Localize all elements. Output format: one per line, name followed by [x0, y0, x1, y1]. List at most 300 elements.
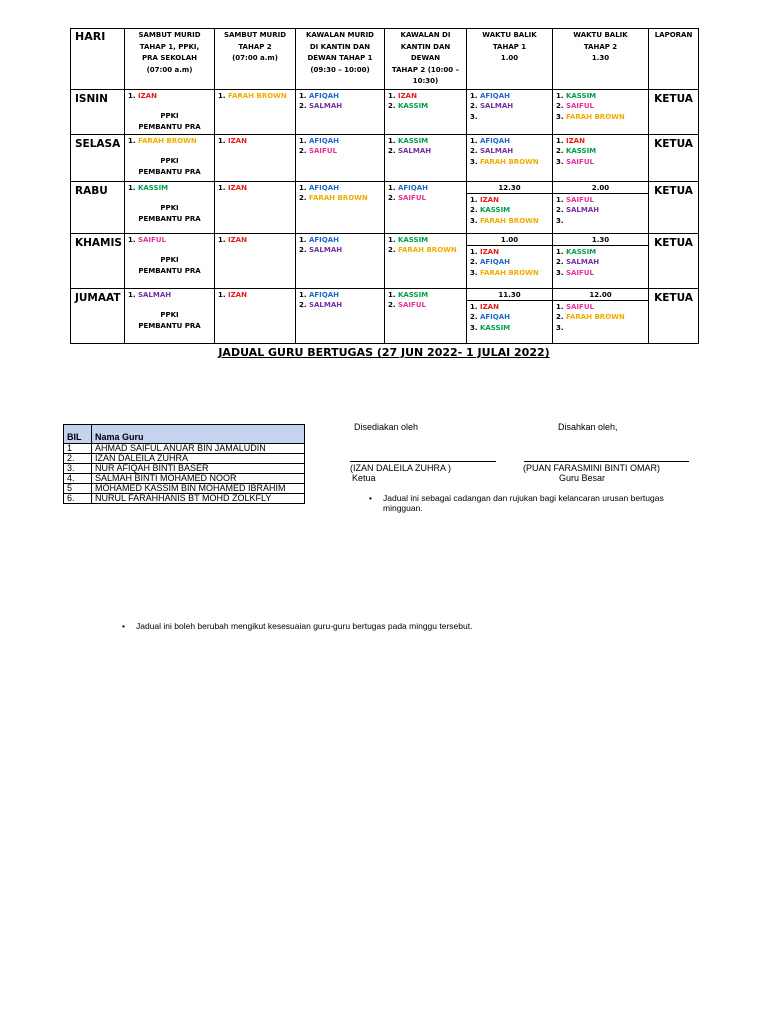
header-hari: HARI: [71, 29, 125, 90]
duty-entry: [556, 323, 645, 334]
duty-entry: [470, 302, 549, 313]
bullet-icon: •: [369, 493, 372, 503]
day-label: SELASA: [71, 134, 125, 181]
teacher-name: SAIFUL: [397, 301, 426, 309]
dismissal-time: 11.30: [467, 290, 552, 301]
header-line: (09:30 – 10:00): [310, 65, 370, 74]
teacher-name: KASSIM: [565, 147, 597, 155]
entry-number: 1.: [299, 136, 307, 145]
cell-kawalan-tahap2: [385, 181, 467, 233]
cell-balik-tahap2: [553, 233, 649, 288]
entry-number: 2.: [556, 313, 564, 321]
ppki-label: PPKI: [160, 311, 179, 319]
teacher-bil: 1: [64, 444, 92, 454]
entry-number: 2.: [388, 301, 396, 309]
teacher-name: KASSIM: [565, 91, 597, 100]
duty-entry: [299, 91, 381, 102]
entry-number: 1.: [128, 183, 136, 192]
teacher-name: AFIQAH: [479, 136, 510, 145]
duty-entry: [556, 205, 645, 216]
entry-number: 3.: [470, 112, 478, 121]
teacher-name: SALMAH: [308, 301, 343, 309]
entry-number: 1.: [218, 91, 226, 100]
header-line: (07:00 a.m): [232, 54, 278, 62]
duty-entry: [218, 290, 292, 301]
entry-number: 1.: [128, 290, 136, 299]
header-balik-tahap1: [467, 29, 553, 90]
teacher-list-header: [64, 425, 305, 444]
teacher-name: AFIQAH: [479, 258, 510, 266]
cell-balik-tahap1: [467, 134, 553, 181]
duty-entry: [388, 136, 463, 147]
day-label: ISNIN: [71, 89, 125, 134]
header-sambut-tahap2: [215, 29, 296, 90]
duty-entry: [299, 146, 381, 157]
teacher-list-table: [63, 424, 305, 504]
teacher-name: SALMAH: [308, 102, 343, 110]
entry-number: 1.: [299, 91, 307, 100]
duty-entry: [556, 146, 645, 157]
teacher-name: SALMAH: [308, 246, 343, 254]
laporan-cell: KETUA: [649, 233, 699, 288]
entry-number: 3.: [470, 323, 478, 332]
header-line: 1.00: [500, 54, 519, 62]
header-line: KANTIN DAN: [400, 42, 451, 51]
entry-number: 1.: [470, 302, 478, 311]
duty-entry: [299, 193, 381, 204]
ppki-label: PPKI: [160, 157, 179, 165]
ppki-label: PPKI: [160, 256, 179, 264]
approved-by-label: Disahkan oleh,: [558, 422, 618, 432]
entry-number: 3.: [470, 157, 478, 166]
duty-entry: [218, 91, 292, 102]
duty-entry: [556, 257, 645, 268]
duty-entry: [556, 302, 645, 313]
cell-kawalan-tahap1: [296, 288, 385, 343]
ppki-note: [128, 111, 211, 132]
teacher-name: IZAN: [227, 183, 247, 192]
ppki-label: PPKI: [160, 112, 179, 120]
duty-entry: [556, 312, 645, 323]
teacher-list-body: [64, 444, 305, 504]
duty-entry: [299, 290, 381, 301]
pembantu-pra-label: PEMBANTU PRA: [138, 122, 201, 131]
day-label: JUMAAT: [71, 288, 125, 343]
teacher-name: AFIQAH: [308, 290, 339, 299]
header-sambut-tahap1: [125, 29, 215, 90]
duty-entry: [470, 101, 549, 112]
entry-number: 1.: [218, 235, 226, 244]
entry-number: 1.: [556, 136, 564, 145]
schedule-row-jumaat: [71, 288, 699, 343]
duty-entry: [128, 183, 211, 194]
teacher-name: SAIFUL: [565, 157, 594, 166]
teacher-name: KASSIM: [565, 247, 597, 256]
teacher-name: IZAN: [227, 136, 247, 145]
schedule-row-rabu: [71, 181, 699, 233]
header-line: SAMBUT MURID: [223, 31, 287, 39]
entry-number: 1.: [299, 290, 307, 299]
entry-number: 2.: [388, 147, 396, 155]
table-row: [64, 444, 305, 454]
teacher-name: SALMAH: [397, 147, 432, 155]
teacher-name: AFIQAH: [308, 183, 339, 192]
entry-number: 2.: [556, 206, 564, 214]
duty-entry: [470, 195, 549, 206]
teacher-name: SALMAH: [137, 290, 172, 299]
cell-balik-tahap2: [553, 288, 649, 343]
header-line: TAHAP 1: [492, 42, 527, 51]
cell-sambut-tahap2: [215, 134, 296, 181]
approved-by-name: (PUAN FARASMINI BINTI OMAR): [523, 463, 661, 473]
cell-balik-tahap2: [553, 134, 649, 181]
entry-number: 1.: [128, 91, 136, 100]
ppki-note: [128, 255, 211, 276]
cell-sambut-tahap2: [215, 181, 296, 233]
day-label: KHAMIS: [71, 233, 125, 288]
header-line: TAHAP 2: [238, 42, 272, 51]
entry-number: 3.: [556, 112, 564, 121]
teacher-name: SAIFUL: [397, 194, 426, 202]
cell-sambut-tahap1: [125, 89, 215, 134]
dismissal-time: 12.00: [553, 290, 648, 301]
teacher-name: FARAH BROWN: [479, 157, 539, 166]
teacher-bil: 2.: [64, 454, 92, 464]
teacher-name: SAIFUL: [137, 235, 166, 244]
entry-number: 1.: [218, 290, 226, 299]
approved-signature-line: [524, 461, 689, 462]
duty-entry: [388, 300, 463, 311]
cell-sambut-tahap1: [125, 134, 215, 181]
teacher-name: IZAN: [479, 302, 499, 311]
teacher-bil: 4.: [64, 474, 92, 484]
teacher-name: FARAH BROWN: [397, 246, 457, 254]
teacher-full-name: SALMAH BINTI MOHAMED NOOR: [92, 474, 305, 484]
cell-kawalan-tahap2: [385, 89, 467, 134]
teacher-name: FARAH BROWN: [308, 194, 368, 202]
table-row: [64, 484, 305, 494]
teacher-name: FARAH BROWN: [565, 313, 625, 321]
schedule-row-khamis: [71, 233, 699, 288]
duty-entry: [556, 91, 645, 102]
entry-number: 1.: [388, 235, 396, 244]
duty-entry: [470, 136, 549, 147]
duty-schedule-table: [70, 28, 699, 344]
duty-entry: [556, 157, 645, 168]
entry-number: 2.: [299, 301, 307, 309]
teacher-full-name: MOHAMED KASSIM BIN MOHAMED IBRAHIM: [92, 484, 305, 494]
teacher-name: SAIFUL: [565, 102, 594, 110]
duty-entry: [388, 91, 463, 102]
teacher-name: KASSIM: [397, 290, 429, 299]
entry-number: 2.: [556, 258, 564, 266]
header-line: SAMBUT MURID: [138, 31, 201, 39]
entry-number: 1.: [470, 195, 478, 204]
duty-entry: [470, 268, 549, 279]
cell-sambut-tahap1: [125, 181, 215, 233]
duty-entry: [470, 91, 549, 102]
teacher-name: FARAH BROWN: [137, 136, 197, 145]
entry-number: 2.: [470, 147, 478, 155]
teacher-full-name: IZAN DALEILA ZUHRA: [92, 454, 305, 464]
note-berubah-text: Jadual ini boleh berubah mengikut kesesuaian guru-guru bertugas pada minggu tersebut.: [136, 621, 473, 631]
duty-entry: [556, 216, 645, 227]
teacher-full-name: NURUL FARAHHANIS BT MOHD ZOLKFLY: [92, 494, 305, 504]
teacher-name: KASSIM: [479, 323, 511, 332]
laporan-cell: KETUA: [649, 181, 699, 233]
table-row: [64, 464, 305, 474]
teacher-name: IZAN: [397, 91, 417, 100]
note-cadangan: [369, 493, 689, 513]
header-line: WAKTU BALIK: [573, 31, 628, 39]
entry-number: 2.: [388, 194, 396, 202]
teacher-name: FARAH BROWN: [479, 216, 539, 225]
pembantu-pra-label: PEMBANTU PRA: [138, 266, 201, 275]
teacher-name: IZAN: [137, 91, 157, 100]
entry-number: 1.: [556, 195, 564, 204]
note-berubah: [122, 621, 522, 631]
entry-number: 1.: [388, 136, 396, 145]
teacher-name: AFIQAH: [308, 136, 339, 145]
header-nama-guru: Nama Guru: [92, 425, 305, 444]
header-kawalan-tahap2: [385, 29, 467, 90]
header-line: TAHAP 2: [583, 42, 618, 51]
duty-entry: [470, 112, 549, 123]
cell-balik-tahap2: [553, 181, 649, 233]
teacher-name: SALMAH: [479, 147, 514, 155]
header-line: DEWAN TAHAP 1: [307, 54, 373, 62]
bullet-icon: •: [122, 621, 125, 631]
pembantu-pra-label: PEMBANTU PRA: [138, 321, 201, 330]
cell-kawalan-tahap2: [385, 233, 467, 288]
duty-entry: [388, 183, 463, 194]
duty-entry: [556, 112, 645, 123]
teacher-name: AFIQAH: [308, 235, 339, 244]
duty-entry: [388, 245, 463, 256]
dismissal-time: 1.30: [553, 235, 648, 246]
laporan-cell: KETUA: [649, 89, 699, 134]
teacher-name: SALMAH: [565, 206, 600, 214]
entry-number: 1.: [299, 235, 307, 244]
duty-entry: [218, 136, 292, 147]
cell-balik-tahap1: [467, 288, 553, 343]
header-line: PRA SEKOLAH: [142, 54, 197, 62]
laporan-cell: KETUA: [649, 288, 699, 343]
duty-entry: [470, 312, 549, 323]
teacher-name: IZAN: [479, 247, 499, 256]
cell-kawalan-tahap2: [385, 288, 467, 343]
entry-number: 2.: [470, 102, 478, 110]
entry-number: 3.: [556, 323, 564, 332]
entry-number: 2.: [470, 258, 478, 266]
cell-balik-tahap1: [467, 233, 553, 288]
teacher-name: FARAH BROWN: [565, 112, 625, 121]
duty-entry: [556, 136, 645, 147]
entry-number: 2.: [299, 246, 307, 254]
cell-sambut-tahap2: [215, 89, 296, 134]
header-line: DI KANTIN DAN: [309, 42, 371, 51]
teacher-name: SAIFUL: [565, 302, 594, 311]
prepared-signature-line: [350, 461, 496, 462]
entry-number: 2.: [299, 194, 307, 202]
teacher-name: SAIFUL: [565, 195, 594, 204]
duty-entry: [556, 195, 645, 206]
duty-entry: [556, 268, 645, 279]
entry-number: 2.: [470, 206, 478, 214]
duty-entry: [128, 235, 211, 246]
header-line: DEWAN: [410, 54, 441, 62]
table-row: [64, 454, 305, 464]
duty-entry: [470, 257, 549, 268]
header-line: TAHAP 2 (10:00 –: [391, 65, 460, 74]
duty-entry: [470, 247, 549, 258]
header-laporan: LAPORAN: [649, 29, 699, 90]
cell-balik-tahap2: [553, 89, 649, 134]
teacher-bil: 6.: [64, 494, 92, 504]
entry-number: 3.: [470, 268, 478, 277]
entry-number: 3.: [556, 216, 564, 225]
pembantu-pra-label: PEMBANTU PRA: [138, 214, 201, 223]
teacher-name: SALMAH: [565, 258, 600, 266]
teacher-name: IZAN: [479, 195, 499, 204]
teacher-bil: 5: [64, 484, 92, 494]
day-label: RABU: [71, 181, 125, 233]
teacher-full-name: AHMAD SAIFUL ANUAR BIN JAMALUDIN: [92, 444, 305, 454]
teacher-bil: 3.: [64, 464, 92, 474]
entry-number: 2.: [299, 102, 307, 110]
duty-entry: [218, 183, 292, 194]
teacher-name: AFIQAH: [479, 91, 510, 100]
entry-number: 1.: [388, 290, 396, 299]
header-line: 10:30): [412, 77, 439, 85]
cell-balik-tahap1: [467, 89, 553, 134]
cell-kawalan-tahap2: [385, 134, 467, 181]
entry-number: 1.: [299, 183, 307, 192]
duty-entry: [388, 290, 463, 301]
teacher-name: KASSIM: [479, 206, 511, 214]
entry-number: 1.: [470, 247, 478, 256]
duty-entry: [556, 101, 645, 112]
teacher-name: AFIQAH: [308, 91, 339, 100]
duty-entry: [470, 216, 549, 227]
prepared-by-role: Ketua: [352, 473, 376, 483]
duty-entry: [388, 235, 463, 246]
duty-entry: [128, 290, 211, 301]
dismissal-time: 12.30: [467, 183, 552, 194]
teacher-name: IZAN: [565, 136, 585, 145]
schedule-body: [71, 89, 699, 343]
entry-number: 1.: [556, 302, 564, 311]
approved-by-role: Guru Besar: [559, 473, 606, 483]
teacher-name: KASSIM: [397, 235, 429, 244]
duty-entry: [470, 157, 549, 168]
dismissal-time: 2.00: [553, 183, 648, 194]
teacher-name: IZAN: [227, 235, 247, 244]
duty-entry: [218, 235, 292, 246]
ppki-note: [128, 310, 211, 331]
entry-number: 1.: [218, 136, 226, 145]
header-line: TAHAP 1, PPKI,: [139, 42, 200, 51]
prepared-by-label: Disediakan oleh: [354, 422, 419, 432]
duty-entry: [299, 235, 381, 246]
teacher-name: IZAN: [227, 290, 247, 299]
ppki-note: [128, 156, 211, 177]
prepared-by-name: (IZAN DALEILA ZUHRA ): [350, 463, 452, 473]
duty-entry: [388, 101, 463, 112]
duty-entry: [128, 136, 211, 147]
duty-entry: [299, 101, 381, 112]
note-cadangan-text: Jadual ini sebagai cadangan dan rujukan bagi kelancaran urusan bertugas mingguan.: [383, 493, 664, 513]
teacher-name: SAIFUL: [565, 268, 594, 277]
entry-number: 3.: [556, 157, 564, 166]
cell-sambut-tahap2: [215, 233, 296, 288]
page-title: JADUAL GURU BERTUGAS (27 JUN 2022- 1 JULAI 2022): [218, 346, 550, 359]
duty-entry: [299, 183, 381, 194]
entry-number: 2.: [556, 147, 564, 155]
cell-kawalan-tahap1: [296, 134, 385, 181]
laporan-cell: KETUA: [649, 134, 699, 181]
entry-number: 3.: [556, 268, 564, 277]
entry-number: 2.: [556, 102, 564, 110]
teacher-name: SALMAH: [479, 102, 514, 110]
cell-kawalan-tahap1: [296, 181, 385, 233]
teacher-name: SAIFUL: [308, 147, 337, 155]
ppki-label: PPKI: [160, 204, 179, 212]
header-balik-tahap2: [553, 29, 649, 90]
header-kawalan-tahap1: [296, 29, 385, 90]
header-line: (07:00 a.m): [146, 65, 193, 74]
header-bil: BIL: [64, 425, 92, 444]
schedule-header-row: [71, 29, 699, 90]
entry-number: 1.: [388, 91, 396, 100]
cell-sambut-tahap2: [215, 288, 296, 343]
duty-entry: [299, 300, 381, 311]
schedule-row-selasa: [71, 134, 699, 181]
cell-balik-tahap1: [467, 181, 553, 233]
duty-entry: [388, 146, 463, 157]
entry-number: 2.: [299, 147, 307, 155]
entry-number: 1.: [556, 247, 564, 256]
entry-number: 2.: [470, 313, 478, 321]
cell-sambut-tahap1: [125, 288, 215, 343]
entry-number: 3.: [470, 216, 478, 225]
teacher-name: AFIQAH: [479, 313, 510, 321]
teacher-name: KASSIM: [397, 102, 429, 110]
entry-number: 1.: [470, 91, 478, 100]
header-line: 1.30: [591, 54, 610, 62]
teacher-name: KASSIM: [397, 136, 429, 145]
teacher-name: FARAH BROWN: [227, 91, 287, 100]
header-line: KAWALAN DI: [400, 31, 451, 39]
entry-number: 2.: [388, 246, 396, 254]
header-line: WAKTU BALIK: [482, 31, 537, 39]
cell-sambut-tahap1: [125, 233, 215, 288]
cell-kawalan-tahap1: [296, 233, 385, 288]
duty-entry: [128, 91, 211, 102]
pembantu-pra-label: PEMBANTU PRA: [138, 167, 201, 176]
entry-number: 1.: [128, 136, 136, 145]
teacher-full-name: NUR AFIQAH BINTI BASER: [92, 464, 305, 474]
duty-entry: [299, 245, 381, 256]
schedule-row-isnin: [71, 89, 699, 134]
entry-number: 1.: [470, 136, 478, 145]
table-row: [64, 474, 305, 484]
duty-entry: [299, 136, 381, 147]
duty-entry: [470, 205, 549, 216]
entry-number: 2.: [388, 102, 396, 110]
ppki-note: [128, 203, 211, 224]
entry-number: 1.: [388, 183, 396, 192]
